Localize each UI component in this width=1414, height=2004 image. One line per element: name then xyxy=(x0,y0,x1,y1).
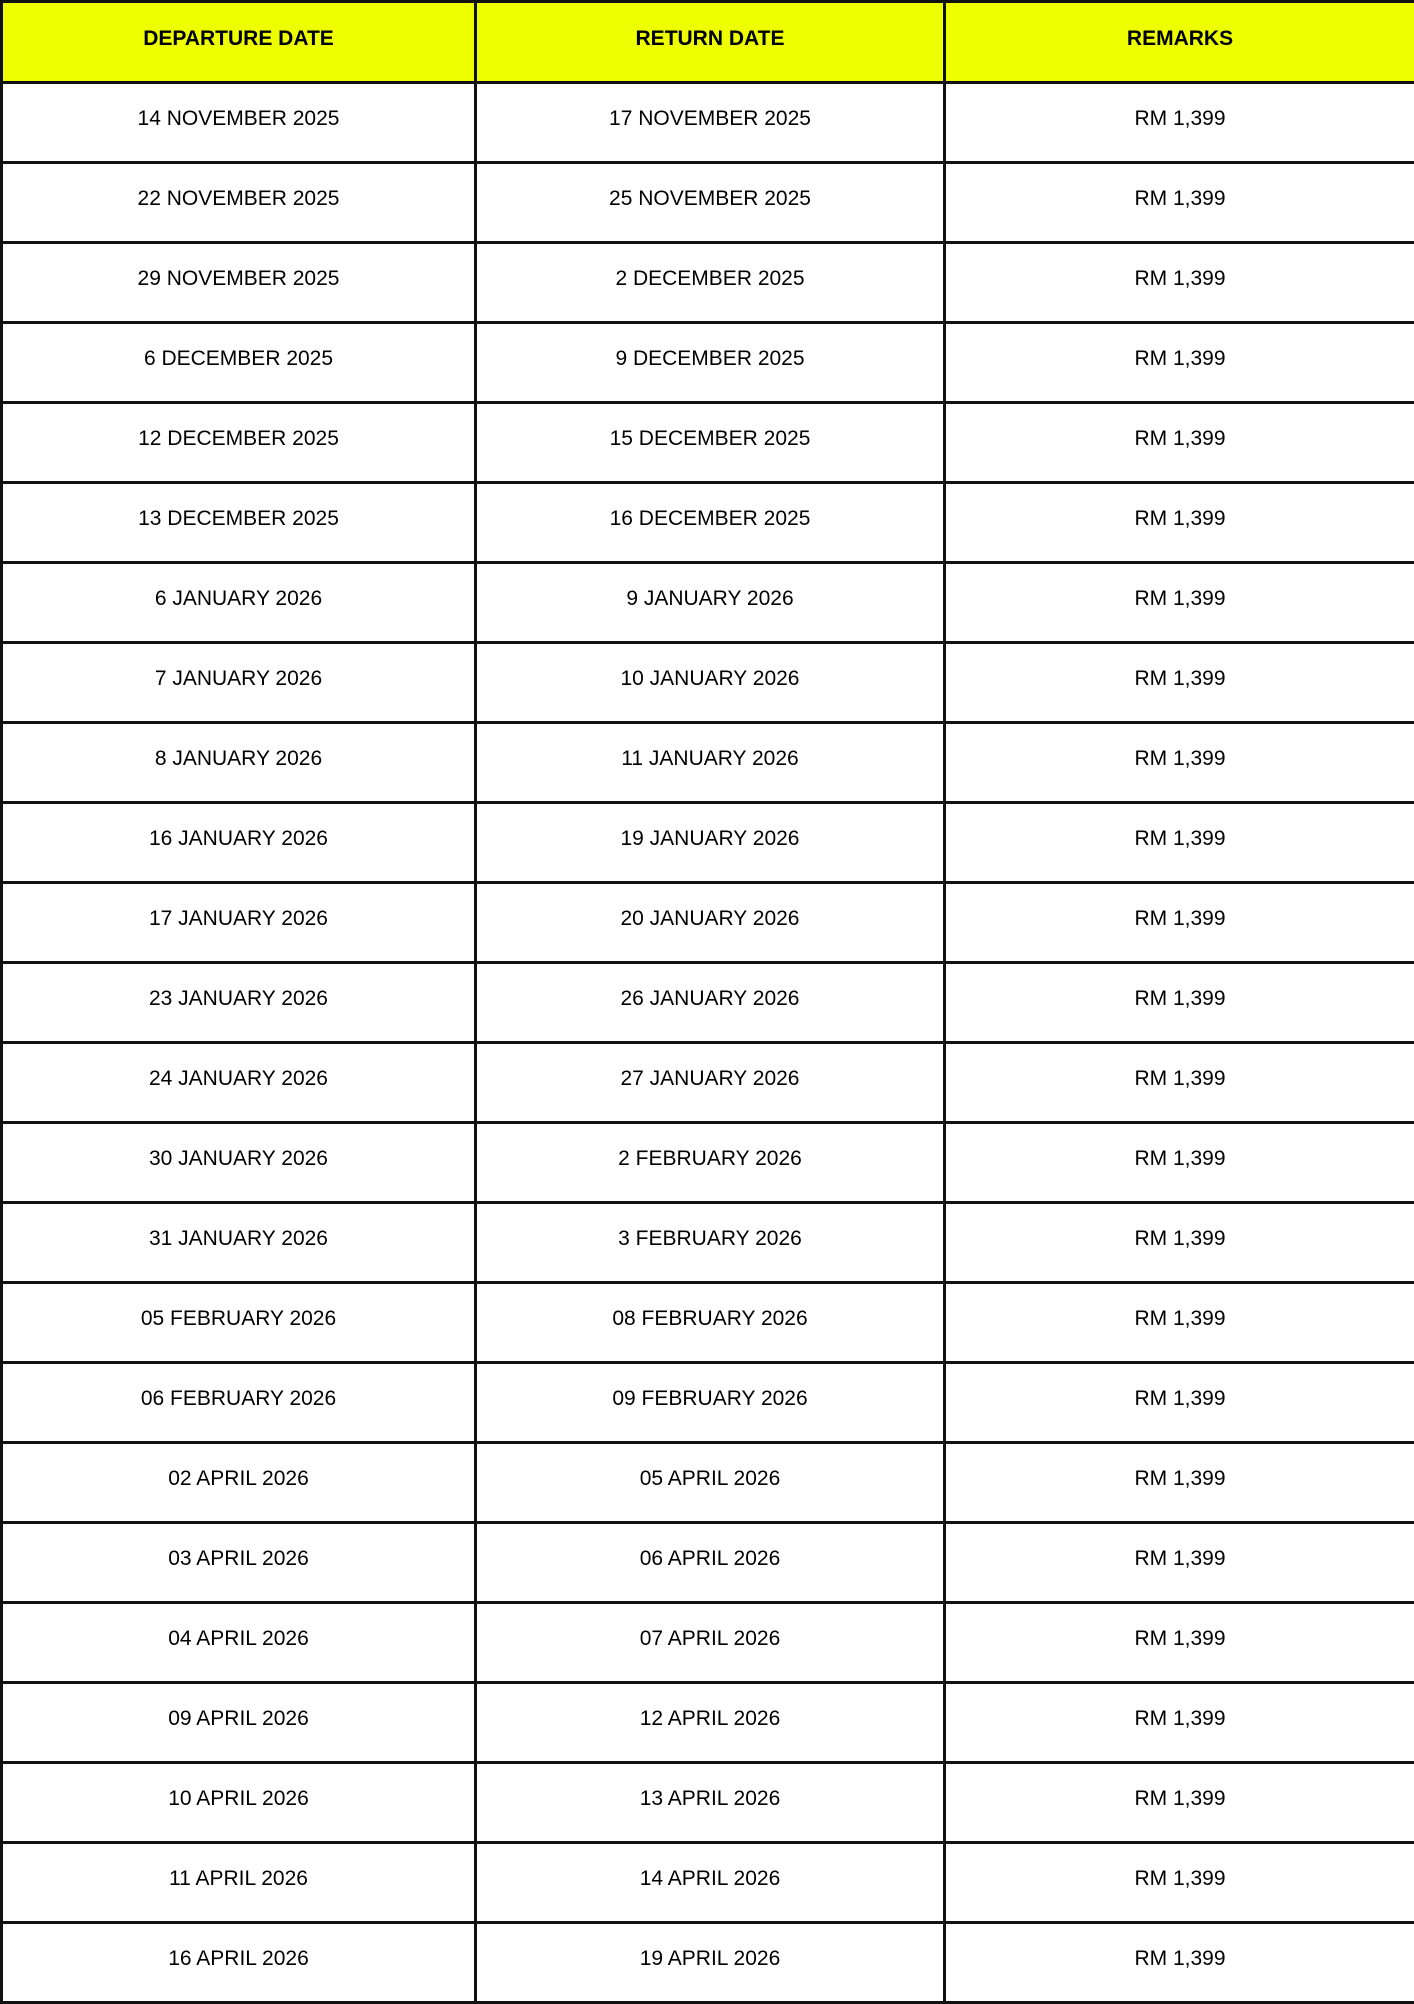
return-date-cell: 14 APRIL 2026 xyxy=(476,1843,945,1923)
departure-date-cell: 16 JANUARY 2026 xyxy=(2,803,476,883)
departure-date-cell: 11 APRIL 2026 xyxy=(2,1843,476,1923)
departure-date-cell: 10 APRIL 2026 xyxy=(2,1763,476,1843)
remarks-cell: RM 1,399 xyxy=(945,1123,1414,1203)
return-date-cell: 20 JANUARY 2026 xyxy=(476,883,945,963)
remarks-cell: RM 1,399 xyxy=(945,323,1414,403)
remarks-cell: RM 1,399 xyxy=(945,1363,1414,1443)
remarks-cell: RM 1,399 xyxy=(945,1923,1414,2003)
table-row xyxy=(2,163,1414,243)
return-date-cell: 26 JANUARY 2026 xyxy=(476,963,945,1043)
departure-date-cell: 31 JANUARY 2026 xyxy=(2,1203,476,1283)
departure-date-cell: 12 DECEMBER 2025 xyxy=(2,403,476,483)
return-date-cell: 19 JANUARY 2026 xyxy=(476,803,945,883)
departure-date-cell: 29 NOVEMBER 2025 xyxy=(2,243,476,323)
departure-date-cell: 24 JANUARY 2026 xyxy=(2,1043,476,1123)
table-row xyxy=(2,643,1414,723)
return-date-cell: 2 DECEMBER 2025 xyxy=(476,243,945,323)
remarks-cell: RM 1,399 xyxy=(945,643,1414,723)
table-row xyxy=(2,803,1414,883)
departure-date-cell: 6 JANUARY 2026 xyxy=(2,563,476,643)
remarks-cell: RM 1,399 xyxy=(945,83,1414,163)
remarks-cell: RM 1,399 xyxy=(945,1603,1414,1683)
remarks-cell: RM 1,399 xyxy=(945,883,1414,963)
departure-date-cell: 22 NOVEMBER 2025 xyxy=(2,163,476,243)
departure-date-cell: 30 JANUARY 2026 xyxy=(2,1123,476,1203)
table-row xyxy=(2,403,1414,483)
remarks-cell: RM 1,399 xyxy=(945,563,1414,643)
remarks-cell: RM 1,399 xyxy=(945,1763,1414,1843)
return-date-cell: 09 FEBRUARY 2026 xyxy=(476,1363,945,1443)
table-row xyxy=(2,1683,1414,1763)
departure-date-cell: 02 APRIL 2026 xyxy=(2,1443,476,1523)
departure-date-cell: 13 DECEMBER 2025 xyxy=(2,483,476,563)
table-row xyxy=(2,483,1414,563)
remarks-cell: RM 1,399 xyxy=(945,483,1414,563)
departure-date-cell: 05 FEBRUARY 2026 xyxy=(2,1283,476,1363)
remarks-cell: RM 1,399 xyxy=(945,1523,1414,1603)
table-row xyxy=(2,83,1414,163)
table-row xyxy=(2,883,1414,963)
remarks-cell: RM 1,399 xyxy=(945,803,1414,883)
return-date-cell: 13 APRIL 2026 xyxy=(476,1763,945,1843)
return-date-cell: 9 DECEMBER 2025 xyxy=(476,323,945,403)
table-row xyxy=(2,1523,1414,1603)
table-row xyxy=(2,1843,1414,1923)
remarks-cell: RM 1,399 xyxy=(945,1283,1414,1363)
header-row xyxy=(2,2,1414,83)
return-date-cell: 25 NOVEMBER 2025 xyxy=(476,163,945,243)
departure-date-cell: 09 APRIL 2026 xyxy=(2,1683,476,1763)
table-row xyxy=(2,1763,1414,1843)
return-date-cell: 07 APRIL 2026 xyxy=(476,1603,945,1683)
remarks-cell: RM 1,399 xyxy=(945,1203,1414,1283)
departure-date-cell: 16 APRIL 2026 xyxy=(2,1923,476,2003)
return-date-cell: 17 NOVEMBER 2025 xyxy=(476,83,945,163)
return-date-cell: 05 APRIL 2026 xyxy=(476,1443,945,1523)
remarks-cell: RM 1,399 xyxy=(945,1043,1414,1123)
table-row xyxy=(2,1123,1414,1203)
return-date-cell: 15 DECEMBER 2025 xyxy=(476,403,945,483)
return-date-cell: 12 APRIL 2026 xyxy=(476,1683,945,1763)
remarks-cell: RM 1,399 xyxy=(945,963,1414,1043)
table-row xyxy=(2,723,1414,803)
departure-date-cell: 23 JANUARY 2026 xyxy=(2,963,476,1043)
departure-date-cell: 17 JANUARY 2026 xyxy=(2,883,476,963)
return-date-cell: 06 APRIL 2026 xyxy=(476,1523,945,1603)
departure-date-cell: 06 FEBRUARY 2026 xyxy=(2,1363,476,1443)
table-row xyxy=(2,963,1414,1043)
return-date-cell: 19 APRIL 2026 xyxy=(476,1923,945,2003)
return-date-cell: 9 JANUARY 2026 xyxy=(476,563,945,643)
table-row xyxy=(2,1043,1414,1123)
departure-date-cell: 04 APRIL 2026 xyxy=(2,1603,476,1683)
return-date-cell: 10 JANUARY 2026 xyxy=(476,643,945,723)
table-row xyxy=(2,1283,1414,1363)
table-row xyxy=(2,563,1414,643)
remarks-cell: RM 1,399 xyxy=(945,1443,1414,1523)
table-body xyxy=(2,83,1414,2003)
return-date-cell: 27 JANUARY 2026 xyxy=(476,1043,945,1123)
remarks-cell: RM 1,399 xyxy=(945,403,1414,483)
return-date-cell: 16 DECEMBER 2025 xyxy=(476,483,945,563)
return-date-cell: 3 FEBRUARY 2026 xyxy=(476,1203,945,1283)
remarks-cell: RM 1,399 xyxy=(945,163,1414,243)
return-date-cell: 11 JANUARY 2026 xyxy=(476,723,945,803)
departure-date-cell: 03 APRIL 2026 xyxy=(2,1523,476,1603)
return-date-cell: 2 FEBRUARY 2026 xyxy=(476,1123,945,1203)
departure-date-cell: 7 JANUARY 2026 xyxy=(2,643,476,723)
return-date-header: RETURN DATE xyxy=(476,2,945,83)
remarks-cell: RM 1,399 xyxy=(945,723,1414,803)
table-row xyxy=(2,1603,1414,1683)
table-header xyxy=(2,2,1414,83)
departure-date-cell: 14 NOVEMBER 2025 xyxy=(2,83,476,163)
remarks-cell: RM 1,399 xyxy=(945,243,1414,323)
table-row xyxy=(2,1923,1414,2003)
table-row xyxy=(2,323,1414,403)
departure-date-cell: 6 DECEMBER 2025 xyxy=(2,323,476,403)
remarks-cell: RM 1,399 xyxy=(945,1683,1414,1763)
remarks-header: REMARKS xyxy=(945,2,1414,83)
departure-date-header: DEPARTURE DATE xyxy=(2,2,476,83)
table-row xyxy=(2,243,1414,323)
table-row xyxy=(2,1203,1414,1283)
departure-date-cell: 8 JANUARY 2026 xyxy=(2,723,476,803)
return-date-cell: 08 FEBRUARY 2026 xyxy=(476,1283,945,1363)
remarks-cell: RM 1,399 xyxy=(945,1843,1414,1923)
table-row xyxy=(2,1443,1414,1523)
table-row xyxy=(2,1363,1414,1443)
